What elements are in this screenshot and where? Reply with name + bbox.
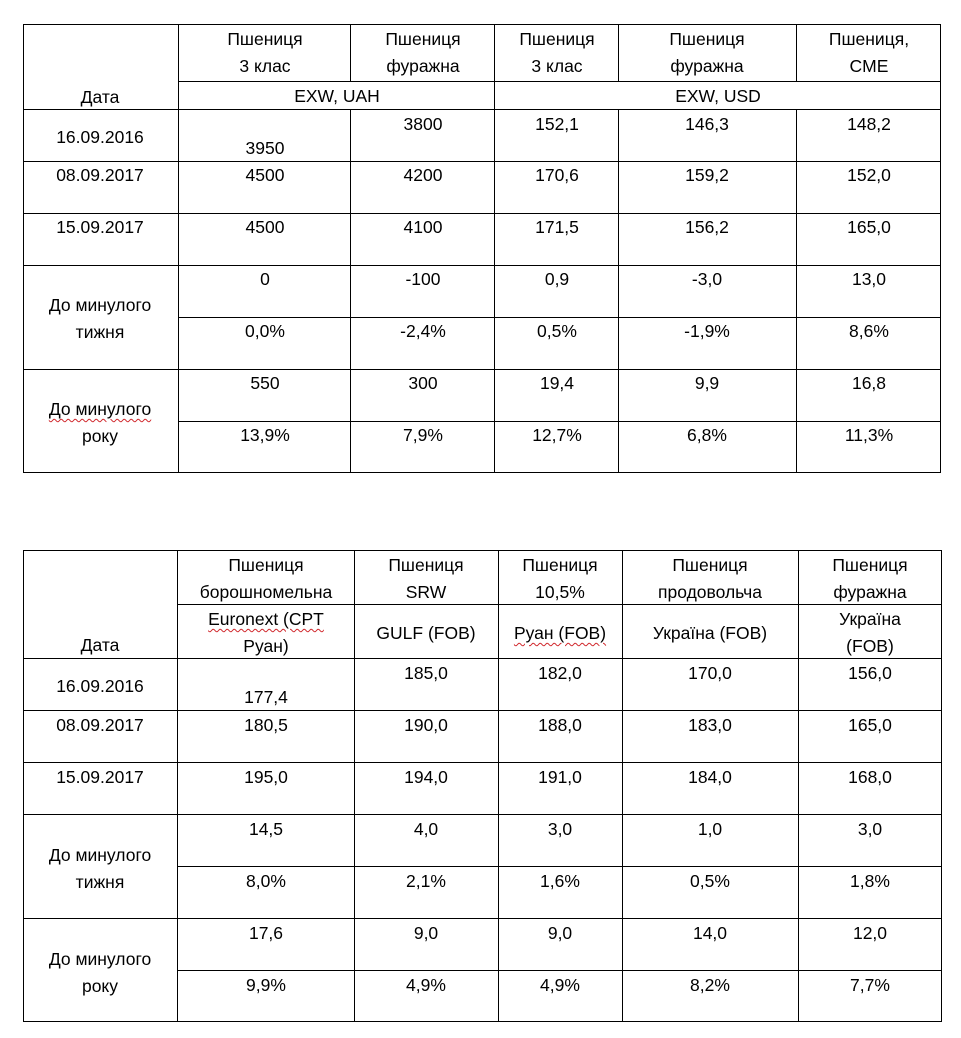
value-cell: 170,0 (688, 663, 732, 683)
basis-label: Euronext (CPT Руан) (208, 609, 324, 656)
basis-label: Україна (FOB) (652, 623, 768, 643)
value-cell: 300 (408, 373, 438, 393)
value-cell: 19,4 (539, 373, 575, 393)
value-cell: 13,9% (240, 425, 290, 445)
value-cell: -2,4% (400, 321, 446, 341)
value-cell: 8,0% (246, 871, 286, 891)
value-cell: 4200 (403, 165, 443, 185)
value-cell: 159,2 (685, 165, 729, 185)
value-cell: 9,9% (246, 975, 286, 995)
value-cell: -100 (405, 269, 441, 289)
value-cell: 9,0 (547, 923, 573, 943)
value-cell: 3,0 (857, 819, 883, 839)
value-cell: 0,9 (544, 269, 570, 289)
value-cell: 171,5 (535, 217, 579, 237)
value-cell: 194,0 (404, 767, 448, 787)
value-cell: 16,8 (851, 373, 887, 393)
value-cell: 7,7% (850, 975, 890, 995)
value-cell: 3800 (403, 114, 443, 134)
column-header: Пшениця 3 клас (227, 29, 303, 76)
column-header: Пшениця SRW (388, 555, 464, 602)
week-change-label: До минулого тижня (48, 295, 152, 342)
value-cell: 12,7% (532, 425, 582, 445)
basis-label: Руан (FOB) (513, 623, 607, 643)
value-cell: 177,4 (244, 687, 288, 707)
value-cell: 185,0 (404, 663, 448, 683)
column-header: Пшениця, CME (828, 29, 910, 76)
value-cell: 146,3 (685, 114, 729, 134)
value-cell: 550 (250, 373, 280, 393)
value-cell: 156,2 (685, 217, 729, 237)
value-cell: 165,0 (847, 217, 891, 237)
value-cell: 195,0 (244, 767, 288, 787)
value-cell: -1,9% (684, 321, 730, 341)
value-cell: 4,9% (540, 975, 580, 995)
value-cell: 14,5 (248, 819, 284, 839)
year-change-label: До минулого року (48, 399, 152, 446)
value-cell: 156,0 (848, 663, 892, 683)
value-cell: 190,0 (404, 715, 448, 735)
value-cell: 14,0 (692, 923, 728, 943)
value-cell: 6,8% (687, 425, 727, 445)
value-cell: 152,1 (535, 114, 579, 134)
value-cell: 4100 (403, 217, 443, 237)
week-change-label: До минулого тижня (48, 845, 152, 892)
basis-label: Україна (FOB) (839, 609, 901, 656)
value-cell: 170,6 (535, 165, 579, 185)
column-header: Пшениця фуражна (669, 29, 745, 76)
value-cell: 12,0 (852, 923, 888, 943)
value-cell: 0 (260, 269, 270, 289)
value-cell: 184,0 (688, 767, 732, 787)
value-cell: 0,0% (245, 321, 285, 341)
value-cell: 148,2 (847, 114, 891, 134)
date-cell: 08.09.2017 (56, 165, 144, 185)
value-cell: 4,0 (413, 819, 439, 839)
date-cell: 15.09.2017 (56, 217, 144, 237)
column-header: Пшениця продовольча (658, 555, 762, 602)
value-cell: 191,0 (538, 767, 582, 787)
basis-label-uah: EXW, UAH (294, 86, 380, 106)
value-cell: 7,9% (403, 425, 443, 445)
value-cell: 188,0 (538, 715, 582, 735)
value-cell: 182,0 (538, 663, 582, 683)
value-cell: 9,0 (413, 923, 439, 943)
value-cell: 17,6 (248, 923, 284, 943)
column-header: Пшениця 10,5% (522, 555, 598, 602)
date-header: Дата (80, 635, 120, 655)
value-cell: 152,0 (847, 165, 891, 185)
value-cell: 168,0 (848, 767, 892, 787)
value-cell: 0,5% (690, 871, 730, 891)
value-cell: 4500 (245, 217, 285, 237)
value-cell: 3,0 (547, 819, 573, 839)
date-cell: 16.09.2016 (56, 127, 144, 147)
value-cell: 4500 (245, 165, 285, 185)
value-cell: 183,0 (688, 715, 732, 735)
value-cell: 4,9% (406, 975, 446, 995)
value-cell: 9,9 (694, 373, 720, 393)
column-header: Пшениця борошномельна (199, 555, 333, 602)
value-cell: 11,3% (844, 425, 894, 445)
column-header: Пшениця фуражна (832, 555, 908, 602)
basis-label-usd: EXW, USD (675, 86, 761, 106)
date-cell: 16.09.2016 (56, 676, 144, 696)
value-cell: 180,5 (244, 715, 288, 735)
price-table-exw (0, 0, 961, 500)
value-cell: -3,0 (691, 269, 723, 289)
year-change-label: До минулого року (48, 949, 152, 996)
value-cell: 2,1% (406, 871, 446, 891)
value-cell: 8,6% (849, 321, 889, 341)
column-header: Пшениця 3 клас (519, 29, 595, 76)
date-cell: 15.09.2017 (56, 767, 144, 787)
column-header: Пшениця фуражна (385, 29, 461, 76)
value-cell: 3950 (245, 138, 285, 158)
price-table-export (0, 540, 961, 1038)
value-cell: 1,6% (540, 871, 580, 891)
value-cell: 1,0 (697, 819, 723, 839)
value-cell: 8,2% (690, 975, 730, 995)
basis-label: GULF (FOB) (376, 623, 476, 643)
date-cell: 08.09.2017 (56, 715, 144, 735)
value-cell: 165,0 (848, 715, 892, 735)
value-cell: 1,8% (850, 871, 890, 891)
value-cell: 13,0 (851, 269, 887, 289)
date-header: Дата (80, 87, 120, 107)
value-cell: 0,5% (537, 321, 577, 341)
